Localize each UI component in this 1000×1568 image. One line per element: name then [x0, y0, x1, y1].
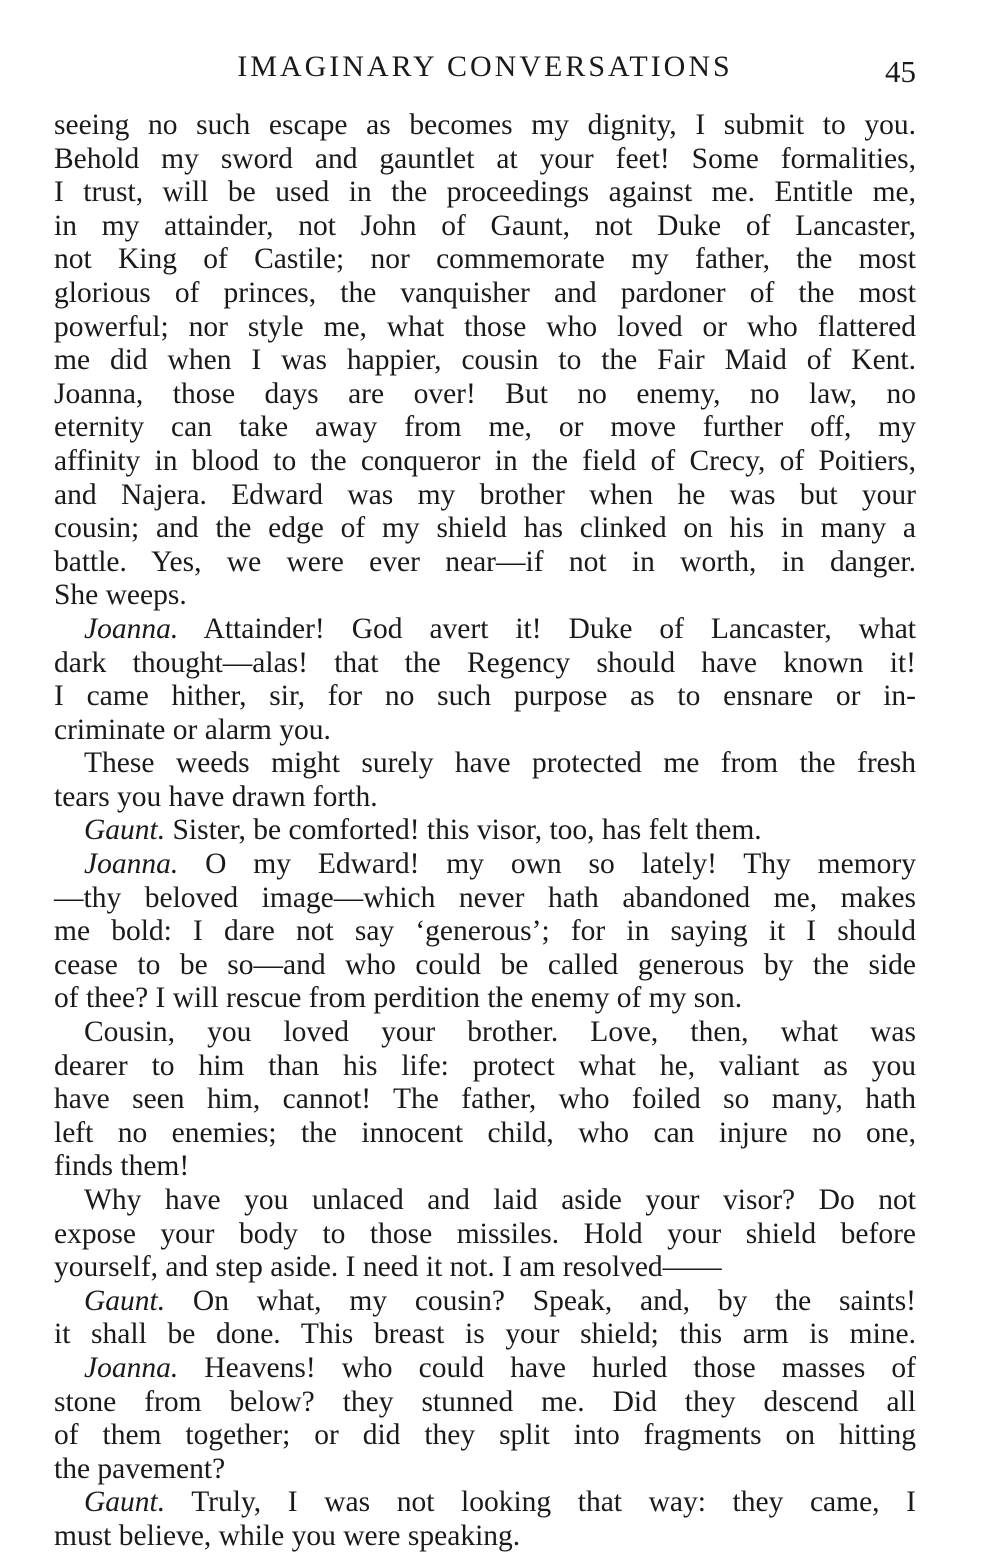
text-line: affinity in blood to the conqueror in the field of Crecy, of Poitiers,	[54, 444, 916, 477]
body-text	[54, 109, 916, 1554]
speaker-name: Gaunt.	[84, 1486, 166, 1519]
text-line: me did when I was happier, cousin to the Fair Maid of Kent.	[54, 344, 916, 377]
text-line: finds them!	[54, 1150, 190, 1183]
speaker-name: Gaunt.	[84, 814, 166, 847]
text-line: yourself, and step aside. I need it not. I am resolved——	[54, 1251, 722, 1284]
speaker-name: Joanna.	[84, 1351, 179, 1384]
speech-line: Joanna. Heavens! who could have hurled those masses of	[84, 1351, 916, 1384]
text-line: battle. Yes, we were ever near—if not in worth, in danger.	[54, 545, 916, 578]
running-title: IMAGINARY CONVERSATIONS	[237, 50, 733, 83]
text-line: the pavement?	[54, 1452, 226, 1485]
text-line: left no enemies; the innocent child, who can injure no one,	[54, 1116, 916, 1149]
text-line: glorious of princes, the vanquisher and pardoner of the most	[54, 276, 916, 309]
text-line: not King of Castile; nor commemorate my father, the most	[54, 243, 916, 276]
stage-direction: She weeps.	[54, 579, 187, 612]
text-line: have seen him, cannot! The father, who foiled so many, hath	[54, 1083, 916, 1116]
text-line: cease to be so—and who could be called generous by the side	[54, 948, 916, 981]
speech-line: Joanna. Attainder! God avert it! Duke of Lancaster, what	[84, 612, 916, 645]
speech-line: Joanna. O my Edward! my own so lately! Thy memory	[84, 848, 916, 881]
text-line: These weeds might surely have protected me from the fresh	[84, 747, 916, 780]
text-line: expose your body to those missiles. Hold your shield before	[54, 1217, 916, 1250]
text-line: I came hither, sir, for no such purpose as to ensnare or in-	[54, 680, 916, 713]
text-line: and Najera. Edward was my brother when he was but your	[54, 478, 916, 511]
text-line: it shall be done. This breast is your shield; this arm is mine.	[54, 1318, 916, 1351]
text-line: cousin; and the edge of my shield has clinked on his in many a	[54, 512, 916, 545]
speech-line: Gaunt. Sister, be comforted! this visor, too, has felt them.	[84, 814, 762, 847]
text-line: tears you have drawn forth.	[54, 780, 378, 813]
speaker-name: Joanna.	[84, 848, 179, 881]
speech-line: Gaunt. On what, my cousin? Speak, and, by the saints!	[84, 1284, 916, 1317]
text-line: of thee? I will rescue from perdition the enemy of my son.	[54, 982, 743, 1015]
speaker-name: Gaunt.	[84, 1284, 166, 1317]
text-line: must believe, while you were speaking.	[54, 1519, 521, 1552]
text-line: I trust, will be used in the proceedings against me. Entitle me,	[54, 176, 916, 209]
text-line: dearer to him than his life: protect what he, valiant as you	[54, 1049, 916, 1082]
text-line: criminate or alarm you.	[54, 713, 331, 746]
text-line: Why have you unlaced and laid aside your visor? Do not	[84, 1184, 916, 1216]
text-line: powerful; nor style me, what those who loved or who flattered	[54, 310, 916, 343]
text-line: of them together; or did they split into fragments on hitting	[54, 1419, 916, 1452]
speech-line: Gaunt. Truly, I was not looking that way: they came, I	[84, 1486, 916, 1519]
text-line: me bold: I dare not say ‘generous’; for in saying it I should	[54, 915, 916, 948]
text-line: in my attainder, not John of Gaunt, not Duke of Lancaster,	[54, 209, 916, 242]
text-line: —thy beloved image—which never hath abandoned me, makes	[54, 881, 916, 914]
text-line: seeing no such escape as becomes my dignity, I submit to you.	[54, 109, 916, 141]
text-line: dark thought—alas! that the Regency should have known it!	[54, 646, 916, 679]
text-line: Joanna, those days are over! But no enemy, no law, no	[54, 377, 916, 410]
text-line: stone from below? they stunned me. Did they descend all	[54, 1385, 916, 1418]
page-header	[54, 50, 916, 94]
text-line: eternity can take away from me, or move further off, my	[54, 411, 916, 444]
speaker-name: Joanna.	[84, 612, 179, 645]
text-line: Cousin, you loved your brother. Love, then, what was	[84, 1016, 916, 1049]
page-number: 45	[885, 54, 916, 89]
text-line: Behold my sword and gauntlet at your feet! Some formalities,	[54, 142, 916, 175]
